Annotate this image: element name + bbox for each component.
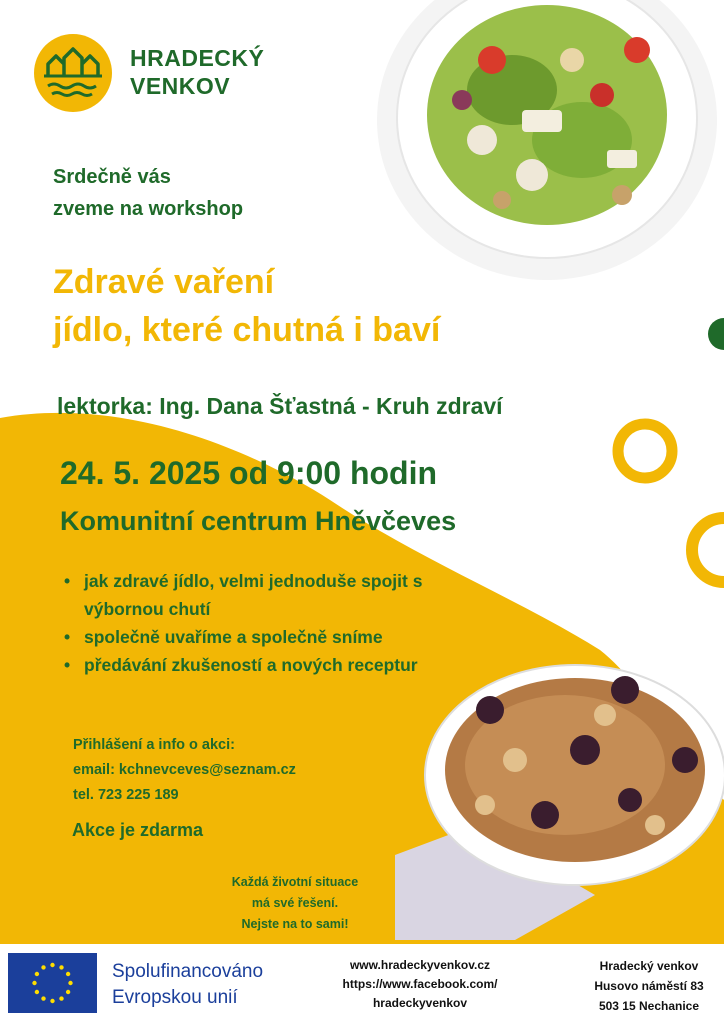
web-links [320, 956, 520, 1013]
invite-line-1: Srdečně vás [53, 166, 171, 188]
workshop-title [53, 258, 440, 354]
program-item: • předávání zkušeností a nových receptur [64, 651, 424, 679]
event-venue: Komunitní centrum Hněvčeves [60, 506, 457, 536]
contact-info [73, 733, 296, 808]
eu-line-2: Evropskou unií [112, 987, 238, 1008]
address-org: Hradecký venkov [599, 959, 699, 973]
eu-flag-icon [8, 953, 97, 1013]
free-event-note: Akce je zdarma [72, 820, 204, 840]
yellow-ring-1 [618, 424, 672, 478]
website-link[interactable]: www.hradeckyvenkov.cz [349, 958, 491, 972]
event-datetime: 24. 5. 2025 od 9:00 hodin [60, 455, 438, 491]
logo-emblem [34, 34, 112, 112]
program-item: • společně uvaříme a společně sníme [64, 623, 424, 651]
logo-wordmark [130, 44, 264, 100]
logo-line-1: HRADECKÝ [130, 45, 265, 71]
address-street: Husovo náměstí 83 [594, 979, 704, 993]
program-item: • jak zdravé jídlo, velmi jednoduše spojit s výbornou chutí [64, 567, 424, 623]
postal-address [574, 956, 724, 1016]
salad-plate-image [372, 0, 724, 300]
motto-line-3: Nejste na to sami! [241, 917, 349, 931]
invite-text [53, 161, 243, 225]
motto-line-1: Každá životní situace [231, 875, 359, 889]
yellow-ring-2 [692, 518, 724, 582]
facebook-link[interactable]: https://www.facebook.com/ [342, 977, 498, 991]
program-list [64, 567, 424, 679]
crumble-dish-image [395, 655, 724, 940]
lecturer-line: lektorka: Ing. Dana Šťastná - Kruh zdraví [57, 393, 503, 419]
contact-phone[interactable]: tel. 723 225 189 [73, 787, 179, 803]
invite-line-2: zveme na workshop [53, 198, 244, 220]
facebook-link-handle[interactable]: hradeckyvenkov [372, 996, 468, 1010]
green-dot [708, 318, 724, 350]
contact-heading: Přihlášení a info o akci: [73, 737, 235, 753]
title-line-1: Zdravé vaření [53, 263, 275, 301]
logo-houses-icon [34, 34, 112, 112]
address-city: 503 15 Nechanice [598, 999, 700, 1013]
logo-line-2: VENKOV [130, 73, 231, 99]
title-line-2: jídlo, které chutná i baví [53, 311, 441, 349]
motto-line-2: má své řešení. [251, 896, 339, 910]
eu-line-1: Spolufinancováno [112, 961, 264, 982]
eu-cofunding-text [112, 959, 263, 1011]
contact-email[interactable]: email: kchnevceves@seznam.cz [73, 762, 296, 778]
motto-text [210, 872, 380, 935]
